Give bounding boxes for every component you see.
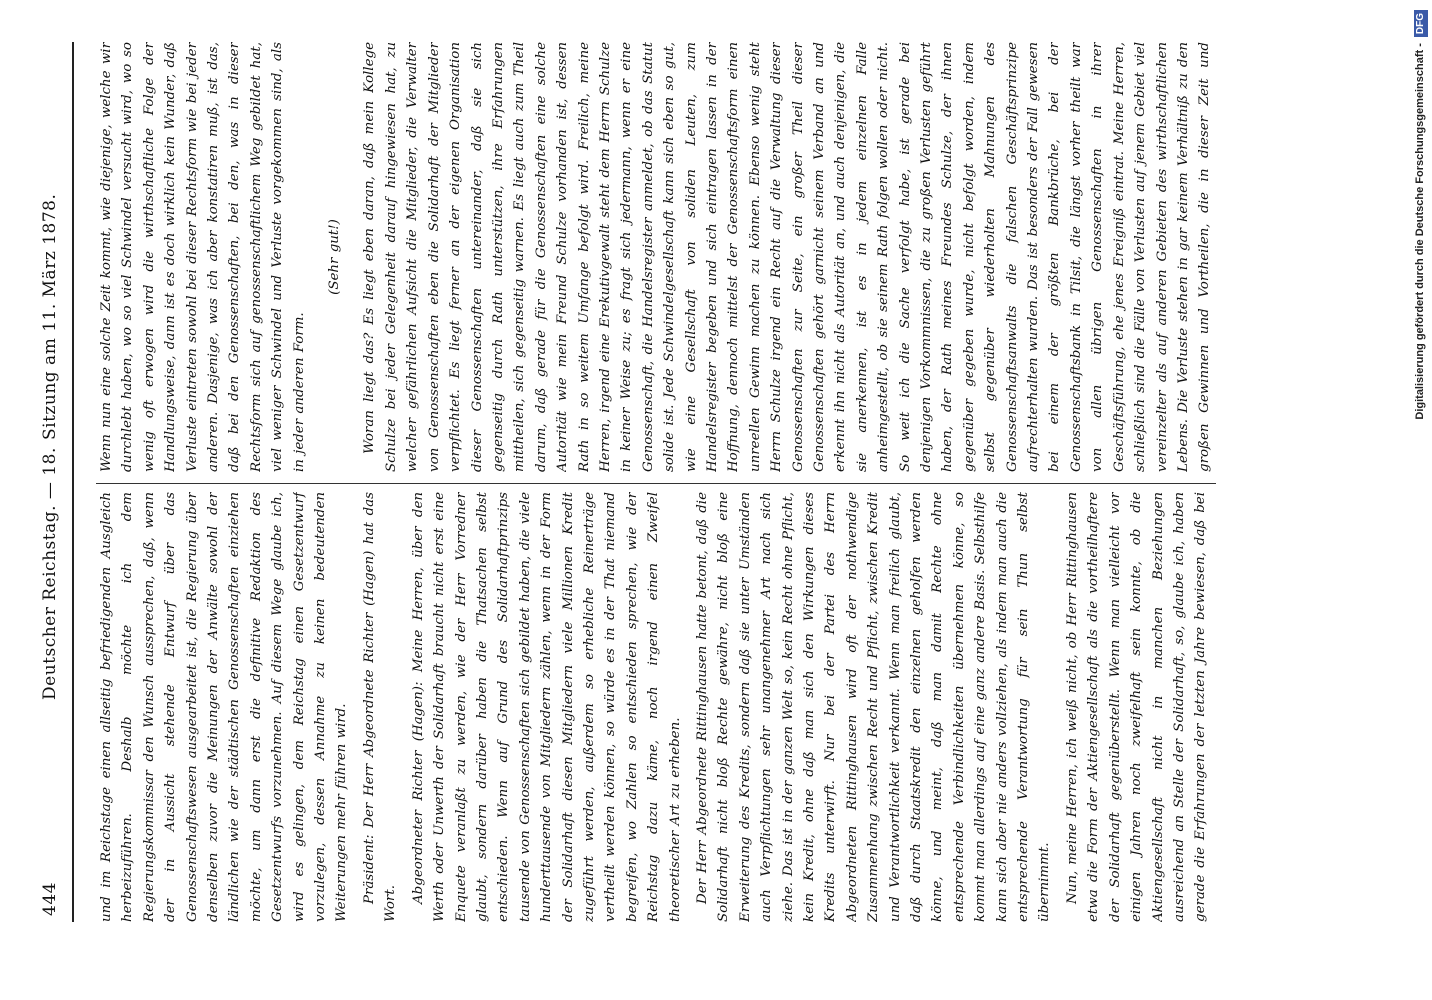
- credit-text-line: [1412, 10, 1428, 990]
- credit-text: Digitalisierung gefördert durch die Deutsche Forschungsgemeinschaft -: [1414, 43, 1426, 420]
- header-rule: [72, 42, 74, 922]
- interjection: (Sehr gut!): [327, 219, 343, 295]
- page-number: 444: [40, 882, 60, 916]
- digitization-credit: [1412, 10, 1428, 990]
- column-divider: [96, 483, 1216, 484]
- paragraph: Nun, meine Herren, ich weiß nicht, ob Herr Rittinghausen etwa die Form der Aktiengesellschaft als die vortheilhaftere der Solidarhaft gegenüberstellt. Wenn man vielleicht vor einigen Jahren noch zweifelhaft sein konnte, ob die Aktiengesellschaft nicht in manchen Beziehungen ausreichend an Stelle der Solidarhaft, so, glaube ich, haben gerade die Erfahrungen der letzten Jahre bewiesen, daß bei: [1064, 492, 1209, 922]
- session-title: Sitzung am 11. März 1878.: [40, 193, 60, 440]
- paragraph: und im Reichstage einen allseitig befriedigenden Ausgleich herbeizuführen. Deshalb möchte ich dem Regierungskommissar den Wunsch aussprechen, daß, wenn der in Aussicht stehende Entwurf über das Genossenschaftswesen ausgearbeitet ist, die Regierung über denselben zuvor die Meinungen der Anwälte sowohl der ländlichen wie der städtischen Genossenschaften einziehen möchte, um dann erst die definitive Redaktion des Gesetzentwurfs vorzunehmen. Auf diesem Wege glaube ich, wird es gelingen, dem Reichstag einen Gesetzentwurf vorzulegen, dessen Annahme zu keinen bedeutenden Weiterungen mehr führen wird.: [99, 492, 350, 922]
- left-column: [96, 492, 1216, 922]
- paragraph: Woran liegt das? Es liegt eben daran, daß mein Kollege Schulze bei jeder Gelegenheit darauf hingewiesen hat, zu welcher gefährlichen Aufsicht die Mitglieder, die Verwalter von Genossenschaften eben die Solidarhaft der Mitglieder verpflichtet. Es liegt ferner an der eigenen Organisation dieser Genossenschaften untereinander, daß sie sich gegenseitig durch Rath unterstützen, ihre Erfahrungen mittheilen, sich gegenseitig warnen. Es liegt auch zum Theil darum, daß gerade für die Genossenschaften eine solche Autorität wie mein Freund Schulze vorhanden ist, dessen Rath in so weitem Umfange befolgt wird. Freilich, meine Herren, irgend eine Erekutivgewalt steht dem Herrn Schulze in keiner Weise zu; es fragt sich jedermann, wenn er eine Genossenschaft, die Handelsregister anmeldet, ob das Statut solide ist. Jede Schwindelgesellschaft kann sich eben so gut, wie eine Gesellschaft von soliden Leuten, zum Handelsregister begeben und sich eintragen lassen in der Hoffnung, dennoch mittelst der Genossenschaftsform einen unreellen Gewinn machen zu können. Ebenso wenig steht Herrn Schulze irgend ein Recht auf die Verwaltung dieser Genossenschaften zur Seite, ein großer Theil dieser Genossenschaften gehört garnicht seinem Verband an und erkennt ihn nicht als Autorität an, und auch denjenigen, die sie anerkennen, ist es in jedem einzelnen Falle anheimgestellt, ob sie seinem Rath folgen wollen oder nicht. So weit ich die Sache verfolgt habe, ist gerade bei denjenigen Vorkommnissen, die zu großen Verlusten geführt haben, der Rath meines Freundes Schulze, der ihnen gegenüber gegeben wurde, nicht befolgt worden, indem selbst gegenüber wiederholten Mahnungen des Genossenschaftsanwalts die falschen Geschäftsprinzipe aufrechterhalten wurden. Das ist besonders der Fall gewesen bei einem der größten Bankbrüche, bei der Genossenschaftsbank in Tilsit, die längst vorher theilt war von allen übrigen Genossenschaften in ihrer Geschäftsführung, ehe jenes Ereigniß eintrat. Meine Herren, schließlich sind die Fälle von Verlusten auf jenem Gebiet viel vereinzelter als auf anderen Gebieten des wirthschaftlichen Lebens. Die Verluste stehen in gar keinem Verhältniß zu den großen Gewinnen und Vortheilen, die in dieser Zeit und: [362, 42, 1213, 472]
- page-header: [34, 0, 78, 1000]
- journal-title: Deutscher Reichstag. — 18.: [40, 447, 60, 700]
- paragraph: Wenn nun eine solche Zeit kommt, wie diejenige, welche wir durchlebt haben, wo so viel Schwindel versucht wird, wo so wenig oft erwogen wird die wirthschaftliche Folge der Handlungsweise, dann ist es doch wirklich kein Wunder, daß Verluste eintreten sowohl bei dieser Rechtsform wie bei jeder anderen. Dasjenige, was ich aber konstatiren muß, ist das, daß bei den Genossenschaften, bei den, was in dieser Rechtsform sich auf genossenschaftlichem Weg gebildet hat, viel weniger Schwindel und Verluste vorgekommen sind, als in jeder anderen Form.: [99, 42, 307, 472]
- paragraph: Abgeordneter Richter (Hagen): Meine Herren, über den Werth oder Unwerth der Solidarhaft braucht nicht erst eine Enquete veranlaßt zu werden, wie der Herr Vorredner glaubt, sondern darüber haben die Thatsachen selbst entschieden. Wenn auf Grund des Solidarhaftprinzips tausende von Genossenschaften sich gebildet haben, die viele hunderttausende von Mitgliedern zählen, wenn in der Form der Solidarhaft diesen Mitgliedern viele Millionen Kredit zugeführt werden, außerdem so erhebliche Reinerträge vertheilt werden können, so würde es in der That niemand begreifen, wo Zahlen so entschieden sprechen, wie der Reichstag dazu käme, noch irgend einen Zweifel theoretischer Art zu erheben.: [410, 492, 683, 922]
- dfg-logo-icon: DFG: [1414, 10, 1428, 37]
- right-column: [96, 42, 1216, 472]
- paragraph: Der Herr Abgeordnete Rittinghausen hatte betont, daß die Solidarhaft nicht bloß Rechte gewähre, nicht bloß eine Erweiterung des Kredits, sondern daß sie unter Umständen auch Verpflichtungen sehr unangenehmer Art nach sich ziehe. Das ist in der ganzen Welt so, kein Recht ohne Pflicht, kein Kredit, ohne daß man sich den Wirkungen dieses Kredits unterwirft. Nur bei der Partei des Herrn Abgeordneten Rittinghausen wird oft der nothwendige Zusammenhang zwischen Recht und Pflicht, zwischen Kredit und Verantwortlichkeit verkannt. Wenn man freilich glaubt, daß durch Staatskredit den einzelnen geholfen werden könne, und meint, daß man damit Rechte ohne entsprechende Verbindlichkeiten übernehmen könne, so kommt man allerdings auf eine ganz andere Basis. Selbsthilfe kann sich aber nie anders vollziehen, als indem man auch die entsprechende Verantwortung für sein Thun selbst übernimmt.: [694, 492, 1053, 922]
- speaker-paragraph: Präsident: Der Herr Abgeordnete Richter (Hagen) hat das Wort.: [361, 492, 399, 922]
